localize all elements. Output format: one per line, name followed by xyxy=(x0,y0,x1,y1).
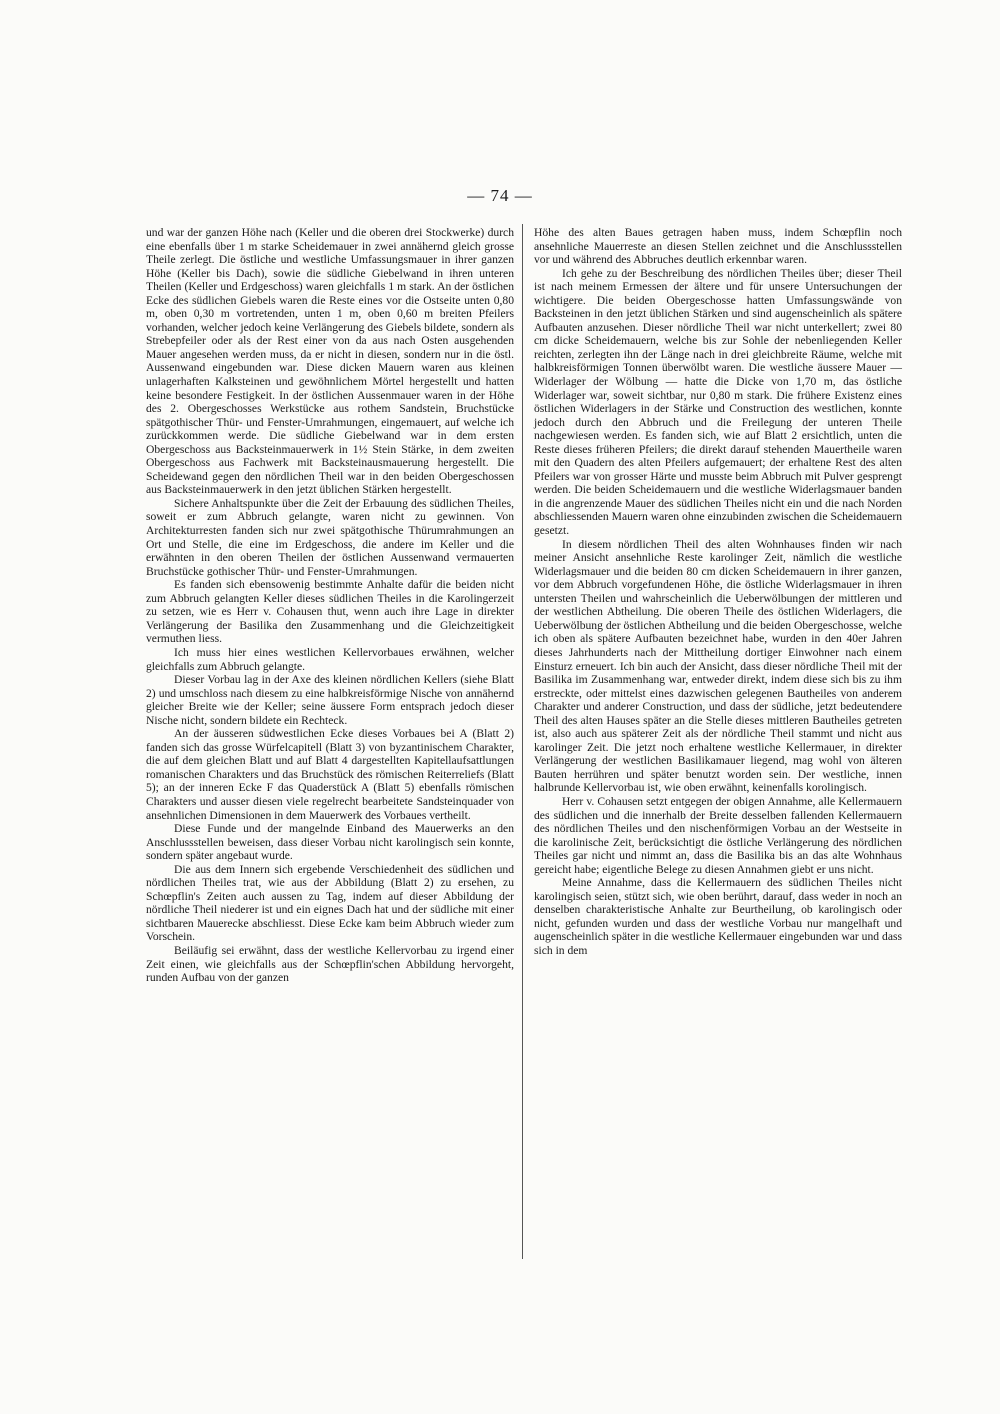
paragraph: Diese Funde und der mangelnde Einband des Mauerwerks an den Anschlussstellen beweisen, dass dieser Vorbau nicht karolingisch sein konnte, sondern später angebaut wurde. xyxy=(146,822,514,863)
column-divider xyxy=(522,224,523,1259)
paragraph: Herr v. Cohausen setzt entgegen der obigen Annahme, alle Kellermauern des südlichen und die innerhalb der Breite desselben fallenden Kellermauern des nördlichen Theiles und den nischenförmigen Vorbau an der Westseite in die karolinische Zeit, berücksichtigt die östliche Verlängerung des nördlichen Theiles gar nicht und nimmt an, dass die Basilika bis an das alte Wohnhaus gereicht habe; eigentliche Belege zu diesen Annahmen giebt er uns nicht. xyxy=(534,794,902,876)
paragraph: Sichere Anhaltspunkte über die Zeit der Erbauung des südlichen Theiles, soweit er zum Abbruch gelangte, waren nicht zu gewinnen. Von Architekturresten fanden sich nur zwei spätgothische Thürumrahmungen an Ort und Stelle, die eine im Erdgeschoss, die andere im Keller und die erwähnten in den oberen Theilen der östlichen Aussenwand vermauerten Bruchstücke gothischer Thür- und Fenster-Umrahmungen. xyxy=(146,496,514,578)
left-column xyxy=(146,226,514,985)
paragraph: Ich muss hier eines westlichen Kellervorbaues erwähnen, welcher gleichfalls zum Abbruch gelangte. xyxy=(146,645,514,673)
paragraph: In diesem nördlichen Theil des alten Wohnhauses finden wir nach meiner Ansicht ansehnliche Reste karolinger Zeit, nämlich die westliche Widerlagsmauer und die beiden 80 cm dicken Scheidemauern in ihrer ganzen, vor dem Abbruch vorgefundenen Höhe, die östliche Widerlagsmauer in ihren untersten Theilen und wahrscheinlich die Ueberwölbungen der mittleren und der westlichen Abtheilung. Die oberen Theile des östlichen Widerlagers, die Ueberwölbung der östlichen Abtheilung und die beiden Obergeschosse, welche ich oben als spätere Aufbauten bezeichnet habe, wurden in den 40er Jahren dieses Jahrhunderts nach der Mittheilung dortiger Einwohner nach einem Einsturz erneuert. Ich bin auch der Ansicht, dass dieser nördliche Theil mit der Basilika im Zusammenhang war, entweder direkt, indem diese sich bis zu ihm erstreckte, oder mittelst eines dazwischen gelegenen Bautheiles von anderem Charakter und anderer Construction, und dass der südliche, jetzt bedeutendere Theil des alten Hauses später an die Stelle dieses mittleren Bautheiles getreten ist, also auch aus späterer Zeit als der nördliche Theil stammt und nicht aus karolinger Zeit. Die jetzt noch erhaltene westliche Kellermauer, in direkter Verlängerung der westlichen Basilikamauer liegend, mag wohl von älteren Bauten herrühren und später benutzt worden sein. Der westliche, innen halbrunde Kellervorbau ist, wie oben erwähnt, keinenfalls korolingisch. xyxy=(534,537,902,795)
paragraph: Ich gehe zu der Beschreibung des nördlichen Theiles über; dieser Theil ist nach meinem Ermessen der ältere und für unsere Untersuchungen der wichtigere. Die beiden Obergeschosse hatten Umfassungswände von Backsteinen in den jetzt üblichen Stärken und sind augenscheinlich als spätere Aufbauten anzusehen. Dieser nördliche Theil war nicht unterkellert; zwei 80 cm dicke Scheidemauern, welche bis zur Sohle der nebenliegenden Keller reichten, zerlegten ihn der Länge nach in drei gleichbreite Räume, welche mit halbkreisförmigen Tonnen überwölbt waren. Die westliche äussere Mauer — Widerlager der Wölbung — hatte die Dicke von 1,70 m, das östliche Widerlager war, soweit sichtbar, nur 0,80 m stark. Die frühere Existenz eines östlichen Widerlagers in der Stärke und Construction des westlichen, konnte jedoch durch den Abbruch und die Freilegung der unteren Theile nachgewiesen werden. Es fanden sich, wie auf Blatt 2 ersichtlich, unten die Reste dieses früheren Pfeilers; die direkt darauf stehenden Mauertheile waren mit den Quadern des alten Pfeilers aufgemauert; der erhaltene Rest des alten Pfeilers war von grosser Härte und musste beim Abbruch mit Pulver gesprengt werden. Die beiden Scheidemauern und die westliche Widerlagsmauer banden in die angrenzende Mauer des südlichen Theiles nicht ein und die nach Norden abschliessenden Mauern waren ohne einzubinden zwischen die Scheidemauern gesetzt. xyxy=(534,266,902,538)
paragraph: Die aus dem Innern sich ergebende Verschiedenheit des südlichen und nördlichen Theiles trat, wie aus der Abbildung (Blatt 2) zu ersehen, zu Schœpflin's Zeiten auch aussen zu Tag, indem auf dieser Abbildung der nördliche Theil niederer ist und ein eignes Dach hat und der südliche mit einer sichtbaren Mauerecke abschliesst. Diese Ecke kam beim Abbruch wieder zum Vorschein. xyxy=(146,862,514,944)
paragraph: und war der ganzen Höhe nach (Keller und die oberen drei Stockwerke) durch eine ebenfalls über 1 m starke Scheidemauer in zwei annähernd gleich grosse Theile zerlegt. Die östliche und westliche Umfassungsmauer in ihrer ganzen Höhe (Keller bis Dach), sowie die südliche Giebelwand in ihren unteren Theilen (Keller und Erdgeschoss) waren gleichfalls 1 m stark. An der östlichen Ecke des südlichen Giebels waren die Reste eines vor die Ostseite unten 0,80 m, oben 0,30 m vortretenden, unten 1 m, oben 0,60 m breiten Pfeilers vorhanden, welcher jedoch keine Verlängerung des Giebels bildete, sondern als Strebepfeiler oder als der Rest einer von da aus nach Osten ausgehenden Mauer angesehen werden muss, da er nicht in diesen, sondern nur in die östl. Aussenwand eingebunden war. Diese dicken Mauern waren aus kleinen unlagerhaften Kalksteinen und gewöhnlichem Mörtel hergestellt und hatten keine besondere Festigkeit. In der östlichen Aussenmauer waren in der Höhe des 2. Obergeschosses Werkstücke aus rothem Sandstein, Bruchstücke spätgothischer Thür- und Fenster-Umrahmungen, eingemauert, auf welche ich zurückkommen werde. Die südliche Giebelwand war in dem ersten Obergeschoss aus Backsteinmauerwerk in 1½ Stein Stärke, in dem zweiten Obergeschoss aus Fachwerk mit Backsteinausmauerung hergestellt. Die Scheidewand gegen den nördlichen Theil war in den beiden Obergeschossen aus Backsteinmauerwerk in den jetzt üblichen Stärken hergestellt. xyxy=(146,226,514,497)
paragraph: Beiläufig sei erwähnt, dass der westliche Kellervorbau zu irgend einer Zeit einen, wie gleichfalls aus der Schœpflin'schen Abbildung hervorgeht, runden Aufbau von der ganzen xyxy=(146,943,514,985)
paragraph: Dieser Vorbau lag in der Axe des kleinen nördlichen Kellers (siehe Blatt 2) und umschloss nach diesem zu eine halbkreisförmige Nische von annähernd gleicher Breite wie der Keller; seine äussere Form entsprach jedoch dieser Nische nicht, sondern bildete ein Rechteck. xyxy=(146,673,514,727)
right-column xyxy=(534,226,902,958)
paragraph: An der äusseren südwestlichen Ecke dieses Vorbaues bei A (Blatt 2) fanden sich das grosse Würfelcapitell (Blatt 3) von byzantinischem Charakter, die auf dem gleichen Blatt und auf Blatt 4 dargestellten Kapitellaufsattlungen romanischen Charakters und das Bruchstück des römischen Reiterreliefs (Blatt 5); an der inneren Ecke F das Quaderstück A (Blatt 5) ebenfalls römischen Charakters und ausser diesen viele regelrecht bearbeitete Sandsteinquader von ansehnlichen Dimensionen in dem Mauerwerk des Vorbaues vertheilt. xyxy=(146,727,514,822)
paragraph: Es fanden sich ebensowenig bestimmte Anhalte dafür die beiden nicht zum Abbruch gelangten Keller dieses südlichen Theiles in die Karolingerzeit zu setzen, wie es Herr v. Cohausen thut, wenn auch ihre Lage in direkter Verlängerung der Basilika den Zusammenhang und die Gleichzeitigkeit vermuthen liess. xyxy=(146,578,514,646)
paragraph: Meine Annahme, dass die Kellermauern des südlichen Theiles nicht karolingisch seien, stützt sich, wie oben berührt, darauf, dass weder in noch an denselben charakteristische Anhalte zur Beurtheilung, ob karolingisch oder nicht, gefunden wurden und dass der westliche Vorbau nur mangelhaft und augenscheinlich später in die westliche Kellermauer eingebunden war und dass sich in dem xyxy=(534,876,902,957)
paragraph: Höhe des alten Baues getragen haben muss, indem Schœpflin noch ansehnliche Mauerreste an diesen Stellen zeichnet und die Anschlussstellen vor und während des Abbruches deutlich erkennbar waren. xyxy=(534,226,902,267)
page-number: — 74 — xyxy=(467,186,533,205)
